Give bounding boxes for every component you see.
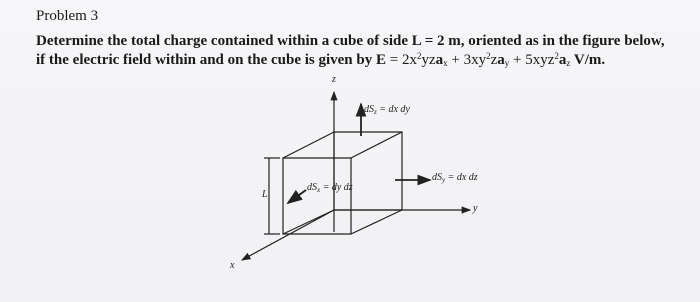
cube-edge-bottom-left (283, 210, 334, 234)
cube-edge-top-right (351, 132, 402, 158)
formula-term-3-exp: 2 (554, 51, 559, 61)
dsz-label: $dS_z$ = dx dy (364, 104, 410, 116)
unit-vector-az-sub: z (566, 58, 571, 68)
field-symbol: E (376, 52, 387, 68)
dsy-label: $dS_y$ = dx dz (432, 172, 478, 184)
unit-vector-ax-sub: x (443, 58, 448, 68)
field-unit: V/m. (570, 52, 606, 68)
y-axis-label: y (473, 203, 478, 214)
unit-vector-ay: a (497, 52, 505, 68)
cube-figure (220, 76, 510, 298)
formula-term-1-rest: yz (421, 52, 436, 68)
cube-edge-top-left (283, 132, 334, 158)
electric-field-formula (376, 52, 605, 68)
problem-title: Problem 3 (36, 8, 99, 24)
unit-vector-ay-sub: y (504, 58, 510, 68)
unit-vector-ax: a (435, 52, 444, 68)
statement-line-2-text: if the electric field within and on the cube is given by (36, 52, 373, 68)
x-axis (242, 210, 334, 260)
x-axis-label: x (230, 260, 235, 271)
dsx-label: $dS_x$ = dy dz (307, 182, 353, 194)
formula-term-3: + 5xyz (509, 52, 555, 68)
cube-back-face (334, 132, 402, 210)
cube-front-face (283, 158, 351, 234)
unit-vector-az: a (558, 52, 567, 68)
formula-term-2-rest: z (490, 52, 498, 68)
z-axis-label: z (332, 74, 336, 85)
formula-term-2: + 3xy (447, 52, 487, 68)
formula-term-1: = 2x (386, 52, 417, 68)
statement-line-1: Determine the total charge contained within a cube of side L = 2 m, oriented as in the figure below, (36, 33, 665, 49)
side-length-label: L (262, 189, 268, 200)
dsx-vector (288, 190, 306, 203)
formula-term-2-exp: 2 (486, 51, 491, 61)
statement-line-2 (36, 51, 686, 70)
formula-term-1-exp: 2 (416, 51, 422, 61)
cube-edge-bottom-right (351, 210, 402, 234)
problem-statement (36, 32, 686, 70)
